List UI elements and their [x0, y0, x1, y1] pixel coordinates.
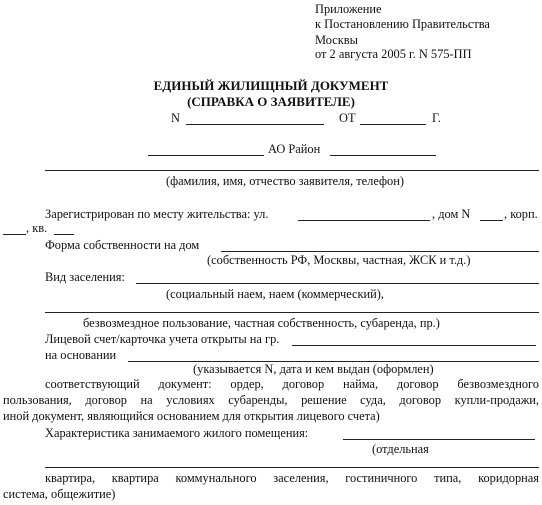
number-field-line	[186, 124, 324, 125]
ownership-label: Форма собственности на дом	[45, 238, 200, 252]
date-suffix: Г.	[432, 111, 441, 125]
applicant-hint: (фамилия, имя, отчество заявителя, телефон)	[166, 174, 404, 188]
basis-label: на основании	[45, 348, 117, 362]
ao-rayon-label: АО Район	[268, 142, 321, 156]
ownership-field-line	[221, 251, 539, 252]
ao-field-line	[148, 155, 264, 156]
account-field-line	[292, 345, 536, 346]
settlement-field-line	[136, 283, 539, 284]
premises-field-line	[343, 439, 535, 440]
settlement-hint-1: (социальный наем, наем (коммерческий),	[166, 287, 385, 301]
date-field-line	[360, 124, 426, 125]
document-title: ЕДИНЫЙ ЖИЛИЩНЫЙ ДОКУМЕНТ	[153, 78, 389, 93]
appendix-line-1: Приложение	[315, 2, 382, 16]
date-prefix: ОТ	[339, 111, 356, 125]
korp-field-line	[3, 234, 26, 235]
kv-label: , кв.	[26, 221, 48, 235]
premises-label: Характеристика занимаемого жилого помещения:	[45, 426, 309, 440]
settlement-label: Вид заселения:	[45, 270, 125, 284]
basis-hint: (указывается N, дата и кем выдан (оформлен)	[193, 362, 434, 376]
number-prefix: N	[171, 111, 180, 125]
settlement-extra-line	[45, 312, 539, 313]
basis-text-1: соответствующий документ: ордер, договор найма, договор безвозмездного	[45, 377, 539, 391]
rayon-field-line	[330, 155, 436, 156]
premises-extra-line	[45, 467, 539, 468]
house-field-line	[480, 220, 503, 221]
settlement-hint-2: безвозмездное пользование, частная собственность, субаренда, пр.)	[83, 316, 440, 330]
ownership-hint: (собственность РФ, Москвы, частная, ЖСК и т.д.)	[207, 253, 471, 267]
street-field-line	[298, 220, 430, 221]
appendix-line-3: Москвы	[315, 33, 358, 47]
applicant-field-line	[45, 170, 539, 171]
basis-text-3: иной документ, являющийся основанием для открытия лицевого счета)	[3, 409, 380, 423]
document-subtitle: (СПРАВКА О ЗАЯВИТЕЛЕ)	[187, 94, 355, 109]
account-label: Лицевой счет/карточка учета открыты на гр.	[45, 332, 280, 346]
appendix-line-2: к Постановлению Правительства	[315, 17, 490, 31]
basis-text-2: пользования, договор на условиях субаренды, решение суда, договор купли-продажи,	[3, 393, 539, 407]
appendix-line-4: от 2 августа 2005 г. N 575-ПП	[315, 47, 472, 61]
registration-label: Зарегистрирован по месту жительства: ул.	[45, 207, 269, 221]
premises-hint-2: квартира, квартира коммунального заселения, гостиничного типа, коридорная	[45, 471, 539, 485]
house-label: , дом N	[432, 207, 471, 221]
kv-field-line	[54, 234, 74, 235]
premises-hint-3: система, общежитие)	[3, 487, 116, 501]
premises-hint-1: (отдельная	[372, 442, 429, 456]
korp-label: , корп.	[504, 207, 538, 221]
